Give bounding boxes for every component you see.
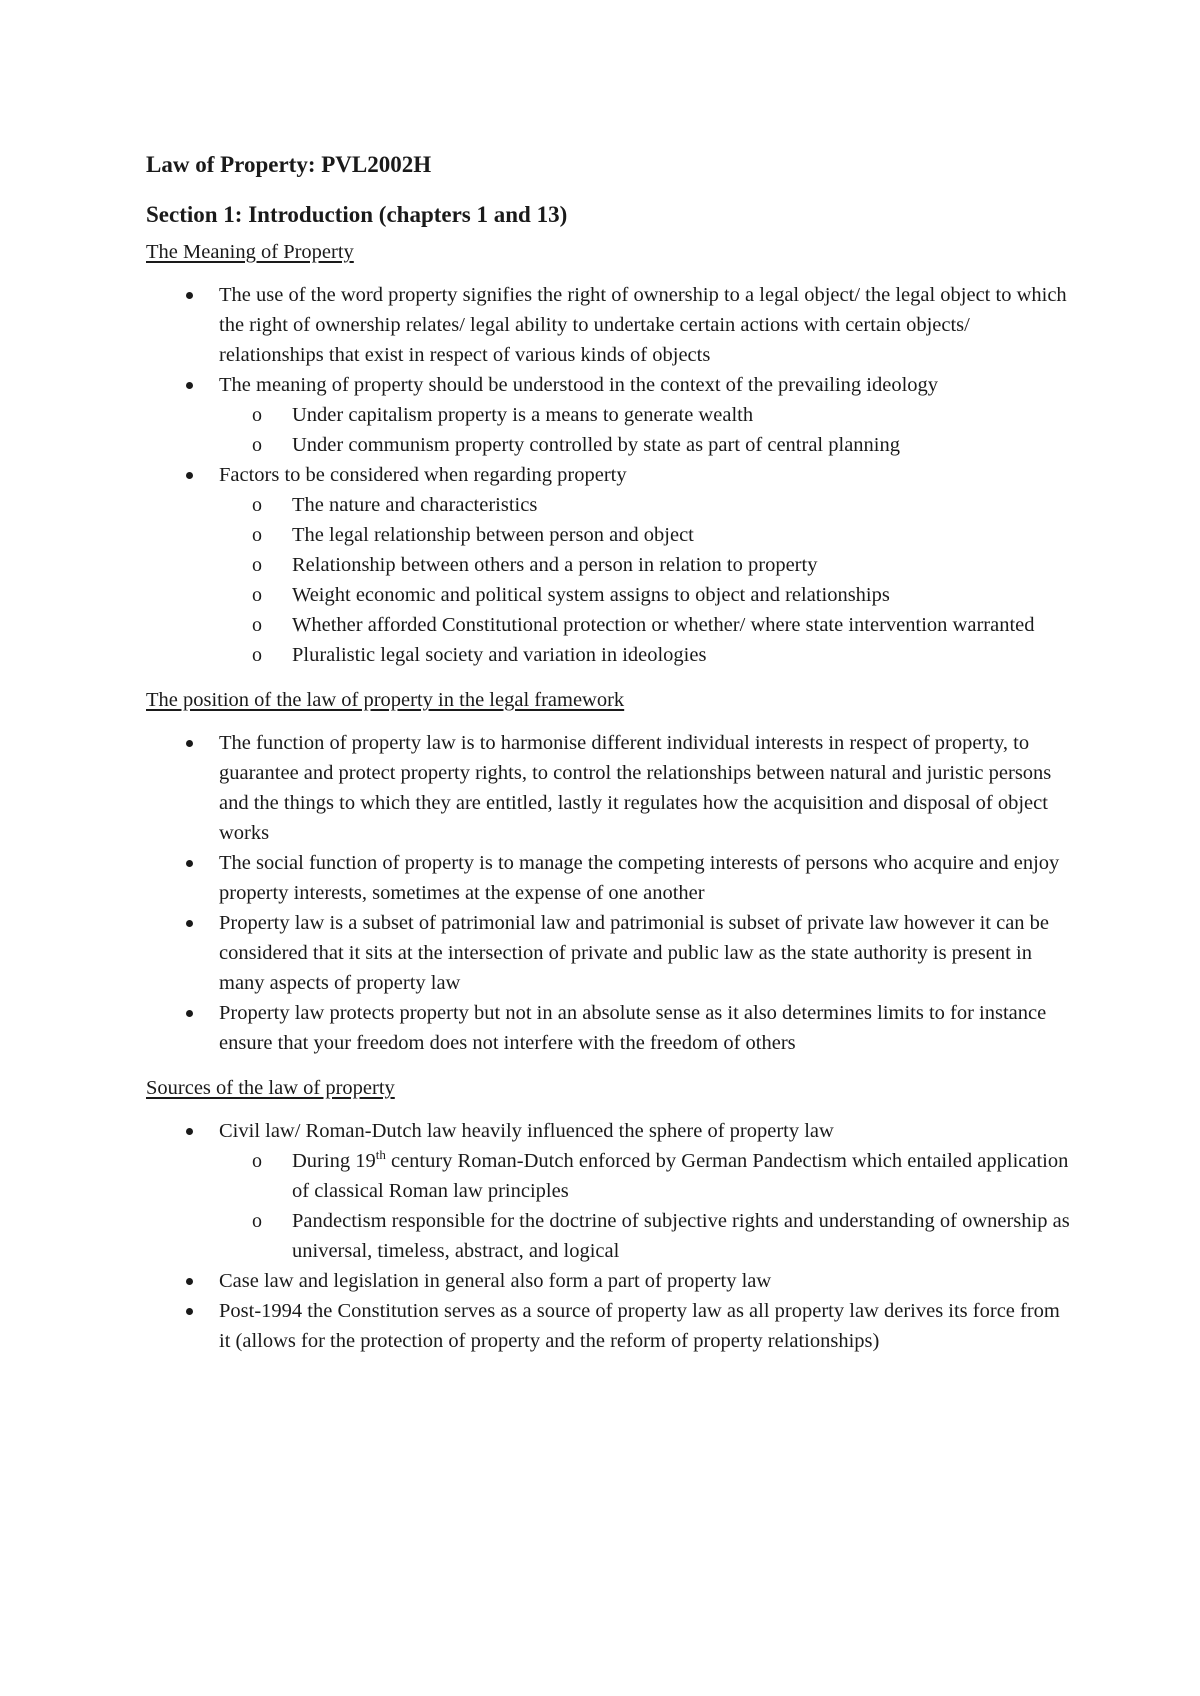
sub-list-item bbox=[219, 400, 1076, 430]
circle-bullet-icon: o bbox=[252, 1150, 262, 1172]
list-item bbox=[146, 1116, 1076, 1266]
bullet-icon bbox=[186, 1308, 193, 1315]
list-item bbox=[146, 460, 1076, 670]
sub-list-item bbox=[219, 1206, 1076, 1266]
sub-item-text: Pluralistic legal society and variation in ideologies bbox=[292, 644, 707, 666]
heading-position-of-law: The position of the law of property in the legal framework bbox=[146, 689, 625, 711]
sources-bullet-list bbox=[146, 1116, 1076, 1356]
sub-item-text-pre: During 19 bbox=[292, 1150, 376, 1172]
bullet-icon bbox=[186, 1128, 193, 1135]
bullet-text: Property law is a subset of patrimonial law and patrimonial is subset of private law however it can be considered that it sits at the intersection of private and public law as the state authority is present in many aspects of property law bbox=[219, 912, 1050, 994]
sub-list-item bbox=[219, 490, 1076, 520]
list-item bbox=[146, 998, 1076, 1058]
bullet-text: Civil law/ Roman-Dutch law heavily influenced the sphere of property law bbox=[219, 1120, 834, 1142]
sub-list-item bbox=[219, 640, 1076, 670]
circle-bullet-icon: o bbox=[252, 1210, 262, 1232]
sub-list-item bbox=[219, 610, 1076, 640]
bullet-text: The meaning of property should be understood in the context of the prevailing ideology bbox=[219, 374, 939, 396]
sub-item-text: Pandectism responsible for the doctrine of subjective rights and understanding of ownership as universal, timeless, abstract, and logical bbox=[292, 1210, 1070, 1262]
list-item bbox=[146, 280, 1076, 370]
sub-item-text: Whether afforded Constitutional protection or whether/ where state intervention warranted bbox=[292, 614, 1035, 636]
circle-bullet-icon: o bbox=[252, 614, 262, 636]
heading-meaning-of-property: The Meaning of Property bbox=[146, 241, 354, 263]
sub-list-item bbox=[219, 580, 1076, 610]
bullet-icon bbox=[186, 382, 193, 389]
bullet-icon bbox=[186, 1278, 193, 1285]
circle-bullet-icon: o bbox=[252, 584, 262, 606]
sub-list-item bbox=[219, 550, 1076, 580]
bullet-icon bbox=[186, 860, 193, 867]
sub-list bbox=[219, 490, 1076, 670]
bullet-text: The function of property law is to harmonise different individual interests in respect of property, to guarantee and protect property rights, to control the relationships between natural and juristic persons and the things to which they are entitled, lastly it regulates how the acquisition and disposal of object works bbox=[219, 732, 1052, 844]
bullet-text: Factors to be considered when regarding property bbox=[219, 464, 627, 486]
bullet-icon bbox=[186, 292, 193, 299]
section-title: Section 1: Introduction (chapters 1 and 13) bbox=[146, 202, 568, 227]
sub-item-text: The legal relationship between person and object bbox=[292, 524, 694, 546]
circle-bullet-icon: o bbox=[252, 494, 262, 516]
circle-bullet-icon: o bbox=[252, 644, 262, 666]
sub-list bbox=[219, 400, 1076, 460]
sub-list-item bbox=[219, 520, 1076, 550]
sub-item-text: The nature and characteristics bbox=[292, 494, 538, 516]
bullet-icon bbox=[186, 472, 193, 479]
ordinal-superscript: th bbox=[375, 1147, 386, 1163]
bullet-text: The use of the word property signifies the right of ownership to a legal object/ the legal object to which the right of ownership relates/ legal ability to undertake certain actions with certain objects/ relationships that exist in respect of various kinds of objects bbox=[219, 284, 1067, 366]
bullet-icon bbox=[186, 740, 193, 747]
list-item bbox=[146, 848, 1076, 908]
sub-item-text: Relationship between others and a person in relation to property bbox=[292, 554, 818, 576]
sub-item-text: Weight economic and political system assigns to object and relationships bbox=[292, 584, 890, 606]
sub-list bbox=[219, 1146, 1076, 1266]
list-item bbox=[146, 370, 1076, 460]
list-item bbox=[146, 1296, 1076, 1356]
meaning-bullet-list bbox=[146, 280, 1076, 670]
list-item bbox=[146, 908, 1076, 998]
bullet-icon bbox=[186, 1010, 193, 1017]
heading-sources-of-law: Sources of the law of property bbox=[146, 1077, 395, 1099]
bullet-icon bbox=[186, 920, 193, 927]
list-item bbox=[146, 1266, 1076, 1296]
bullet-text: The social function of property is to manage the competing interests of persons who acquire and enjoy property interests, sometimes at the expense of one another bbox=[219, 852, 1060, 904]
bullet-text: Property law protects property but not in an absolute sense as it also determines limits to for instance ensure that your freedom does not interfere with the freedom of others bbox=[219, 1002, 1047, 1054]
position-bullet-list bbox=[146, 728, 1076, 1058]
bullet-text: Post-1994 the Constitution serves as a source of property law as all property law derives its force from it (allows for the protection of property and the reform of property relationships) bbox=[219, 1300, 1060, 1352]
sub-list-item bbox=[219, 1146, 1076, 1206]
list-item bbox=[146, 728, 1076, 848]
document-page bbox=[146, 150, 1076, 1372]
bullet-text: Case law and legislation in general also form a part of property law bbox=[219, 1270, 772, 1292]
sub-list-item bbox=[219, 430, 1076, 460]
document-title: Law of Property: PVL2002H bbox=[146, 152, 432, 177]
circle-bullet-icon: o bbox=[252, 554, 262, 576]
sub-item-text-post: century Roman-Dutch enforced by German Pandectism which entailed application of classical Roman law principles bbox=[292, 1150, 1069, 1202]
sub-item-text: Under capitalism property is a means to generate wealth bbox=[292, 404, 754, 426]
sub-item-text: Under communism property controlled by state as part of central planning bbox=[292, 434, 900, 456]
circle-bullet-icon: o bbox=[252, 404, 262, 426]
circle-bullet-icon: o bbox=[252, 524, 262, 546]
circle-bullet-icon: o bbox=[252, 434, 262, 456]
